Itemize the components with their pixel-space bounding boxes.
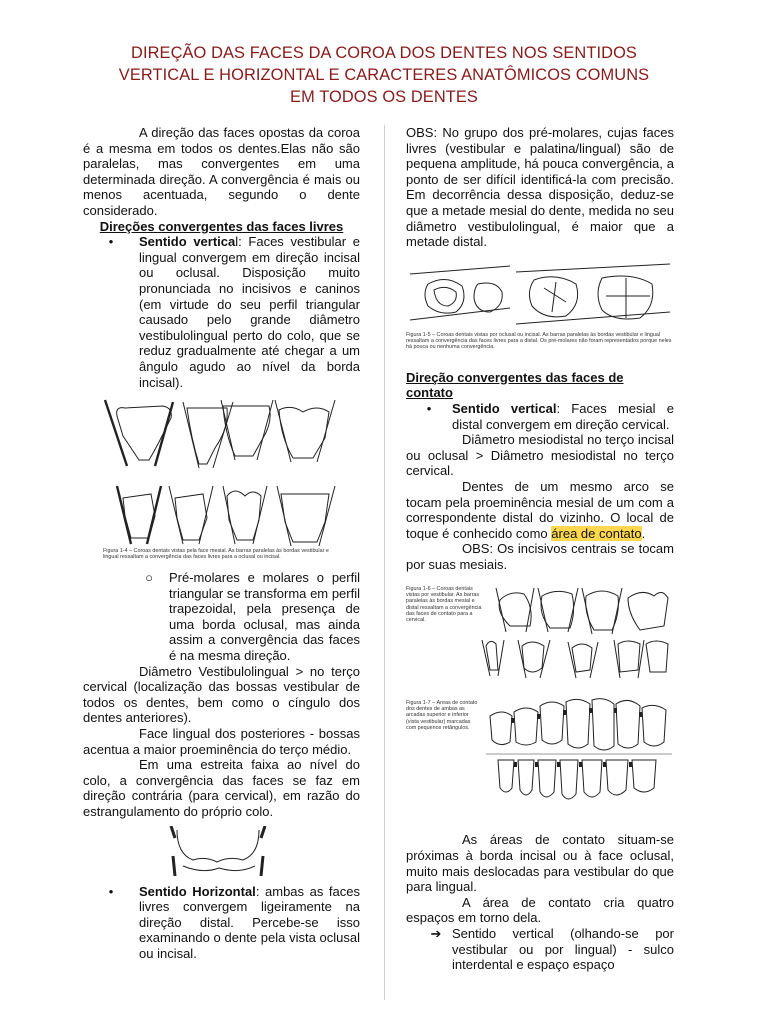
sub-bullet-premolars-text: Pré-molares e molares o perfil triangular se transforma em perfil trapezoidal, pela presença de uma borda oclusal, mas ainda assim a convergência das faces é na mesma direção. bbox=[169, 570, 360, 664]
paragraph-diameter: Diâmetro Vestibulolingual > no terço cervical (localização das bossas vestibular de todos os dentes, bem como o cíngulo dos dentes anteriores). bbox=[83, 663, 360, 726]
figure-1-6 bbox=[406, 584, 674, 692]
paragraph-lingual-face: Face lingual dos posteriores - bossas acentua a maior proeminência do terço médio. bbox=[83, 726, 360, 757]
arrow-item-text: Sentido vertical (olhando-se por vestibular ou por lingual) - sulco interdental e espaço espaço bbox=[452, 926, 674, 973]
figure-1-7 bbox=[406, 696, 674, 814]
figure-1-5-caption: Figura 1-5 – Coroas dentais vistas por oclusal ou incisal. As barras paralelas às bordas vestibular e lingual ressaltam a convergência das faces livres para a distal. Os pré-molares não foram representados porque neles há pouca ou nenhuma convergência. bbox=[406, 331, 672, 351]
bullet-icon: • bbox=[108, 883, 114, 899]
bullet-contact-vertical-text: : Faces mesial e distal convergem em direção cervical. bbox=[452, 400, 674, 432]
bullet-vertical-label: Sentido vertica bbox=[139, 234, 236, 250]
bullet-icon: • bbox=[108, 234, 114, 250]
subheading-free-faces: Direções convergentes das faces livres bbox=[99, 218, 344, 234]
highlight-contact-area: área de contato bbox=[551, 525, 642, 541]
document-title bbox=[70, 42, 698, 108]
bullet-contact-vertical bbox=[406, 401, 674, 432]
figure-1-7-caption: Figura 1-7 – Áreas de contato dos dentes de ambas as arcadas superior e inferior (vista vestibular) marcadas com pequenos retângulos. bbox=[406, 700, 478, 732]
arrow-item-vertical bbox=[420, 926, 674, 973]
bullet-icon: • bbox=[426, 400, 432, 416]
title-line-1: DIREÇÃO DAS FACES DA COROA DOS DENTES NOS SENTIDOS bbox=[131, 44, 637, 62]
bullet-horizontal-text: : ambas as faces livres convergem ligeiramente na direção distal. Percebe-se isso examinando o dente pela vista oclusal ou incisal. bbox=[139, 883, 360, 961]
paragraph-contact-location: As áreas de contato situam-se próximas à borda incisal ou à face oclusal, muito mais deslocadas para vestibular do que para lingual. bbox=[406, 832, 674, 895]
bullet-vertical bbox=[83, 234, 360, 390]
figure-1-4 bbox=[103, 398, 360, 566]
bullet-horizontal bbox=[83, 884, 360, 962]
subheading-contact-faces: Direção convergentes das faces de contato bbox=[406, 369, 624, 401]
figure-neck bbox=[163, 826, 360, 876]
figure-1-5 bbox=[406, 262, 674, 362]
figure-1-4-caption: Figura 1-4 – Coroas dentais vistas pela face mesial. As barras paralelas às bordas vestibular e lingual ressaltam a convergência das faces livres para a oclusal ou incisal. bbox=[103, 548, 329, 561]
paragraph-arch-contact bbox=[406, 479, 674, 541]
bullet-horizontal-label: Sentido Horizontal bbox=[139, 883, 256, 899]
figure-1-6-caption: Figura 1-6 – Coroas dentais vistas por vestibular. As barras paralelas às bordas mesial e distal ressaltam a convergência das faces de contato para a cervical. bbox=[406, 586, 482, 624]
arch-contact-end: . bbox=[641, 525, 646, 541]
intro-paragraph: A direção das faces opostas da coroa é a mesma em todos os dentes.Elas não são paralelas, mas convergentes em uma determinada direção. A convergência é mais ou menos acentuada, segundo o dente considerado. bbox=[83, 125, 360, 218]
paragraph-four-spaces: A área de contato cria quatro espaços em torno dela. bbox=[406, 894, 674, 926]
figure-1-4-drawing bbox=[103, 398, 343, 566]
obs-central-incisors: OBS: Os incisivos centrais se tocam por suas mesiais. bbox=[406, 541, 674, 572]
obs-premolars: OBS: No grupo dos pré-molares, cujas faces livres (vestibular e palatina/lingual) são de pequena amplitude, há pouca convergência, a ponto de ser difícil identificá-la com precisão. Em decorrência dessa disposição, deduz-se que a metade mesial do dente, medida no seu diâmetro vestibulolingual, é maior que a metade distal. bbox=[406, 125, 674, 250]
left-column bbox=[83, 125, 360, 962]
figure-1-6-drawing bbox=[406, 584, 674, 692]
bullet-vertical-text: l: Faces vestibular e lingual convergem em direção incisal ou oclusal. Disposição muito pronunciada no incisivos e caninos (em virtude do seu perfil triangular causado pelo grande diâmetro vestibulolingual perto do colo, que se reduz gradualmente até chegar a um ângulo agudo ao nível da borda incisal). bbox=[139, 234, 360, 390]
figure-1-5-drawing bbox=[406, 262, 674, 362]
sub-bullet-premolars bbox=[129, 570, 360, 664]
column-divider bbox=[384, 125, 385, 1000]
right-column bbox=[406, 125, 674, 973]
title-line-3: EM TODOS OS DENTES bbox=[290, 88, 478, 106]
figure-1-7-drawing bbox=[406, 696, 674, 814]
paragraph-cervical: Em uma estreita faixa ao nível do colo, a convergência das faces se faz em direção contrária (para cervical), em razão do estrangulamento do próprio colo. bbox=[83, 757, 360, 819]
arch-contact-text: Dentes de um mesmo arco se tocam pela proeminência mesial de um com a correspondente distal do vizinho. O local de toque é conhecido como bbox=[406, 478, 674, 541]
figure-neck-drawing bbox=[163, 826, 273, 876]
paragraph-mesiodistal: Diâmetro mesiodistal no terço incisal ou oclusal > Diâmetro mesiodistal no terço cervical. bbox=[406, 432, 674, 479]
arrow-icon: ➔ bbox=[430, 926, 442, 942]
title-line-2: VERTICAL E HORIZONTAL E CARACTERES ANATÔMICOS COMUNS bbox=[118, 66, 650, 84]
circle-bullet-icon: ○ bbox=[145, 570, 153, 586]
bullet-contact-vertical-label: Sentido vertical bbox=[452, 400, 557, 416]
